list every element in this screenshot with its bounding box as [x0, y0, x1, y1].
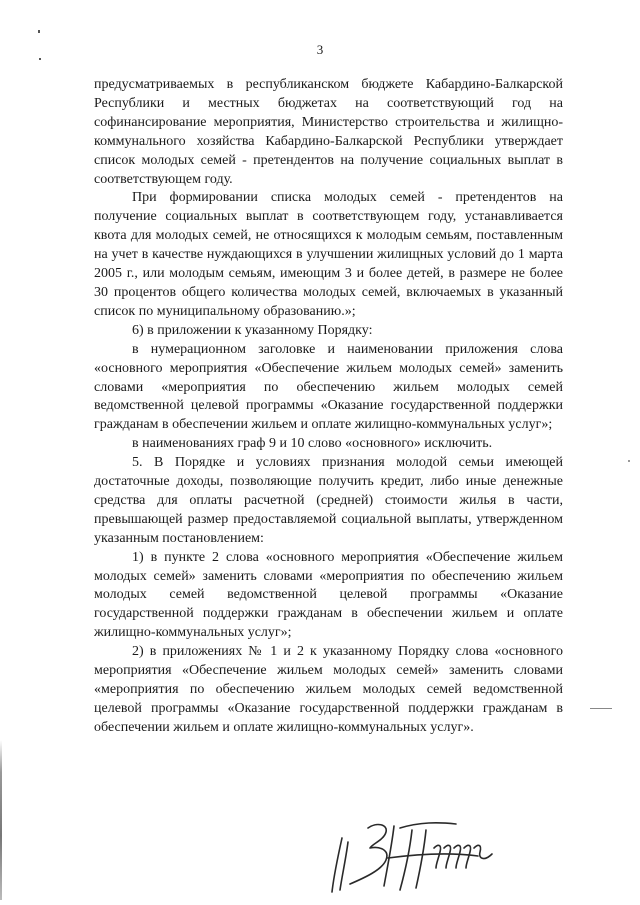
scan-speck	[628, 460, 630, 462]
paragraph: 6) в приложении к указанному Порядку:	[132, 322, 373, 338]
paragraph: предусматриваемых в республиканском бюджете Кабардино-Балкарской Республики и местных бюджетах на соответствующий год на софинансирование мероприятия, Министерство строительства и жилищно-коммунального хозяйства Кабардино-Балкарской Республики утверждает список молодых семей - претендентов на получение социальных выплат в соответствующем году.	[94, 77, 563, 187]
paragraph: в нумерационном заголовке и наименовании приложения слова «основного мероприятия «Обеспечение жильем молодых семей» заменить словами «мероприятия по обеспечению жильем молодых семей ведомственной целевой программы «Оказание государственной поддержки гражданам в обеспечении жильем и оплате жилищно-коммунальных услуг»;	[94, 341, 563, 433]
scan-speck	[590, 708, 612, 709]
document-body	[94, 76, 563, 738]
signature-image	[328, 818, 528, 898]
paragraph: в наименованиях граф 9 и 10 слово «основного» исключить.	[132, 436, 493, 452]
paragraph: 2) в приложениях № 1 и 2 к указанному Порядку слова «основного мероприятия «Обеспечение жильем молодых семей» заменить словами «мероприятия по обеспечению жильем молодых семей ведомственной целевой программы «Оказание государственной поддержки гражданам в обеспечении жильем и оплате жилищно-коммунальных услуг».	[94, 644, 563, 735]
page-number: 3	[316, 42, 324, 57]
paragraph: 5. В Порядке и условиях признания молодой семьи имеющей достаточные доходы, позволяющие получить кредит, либо иные денежные средства для оплаты расчетной (средней) стоимости жилья в части, превышающей размер предоставляемой социальной выплаты, утвержденном указанным постановлением:	[94, 455, 563, 546]
paragraph: При формировании списка молодых семей - претендентов на получение социальных выплат в соответствующем году, устанавливается квота для молодых семей, не относящихся к молодым семьям, поставленным на учет в качестве нуждающихся в улучшении жилищных условий до 1 марта 2005 г., или молодым семьям, имеющим 3 и более детей, в размере не более 30 процентов общего количества молодых семей, включаемых в указанный список по муниципальному образованию.»;	[94, 190, 563, 319]
paragraph: 1) в пункте 2 слова «основного мероприятия «Обеспечение жильем молодых семей» заменить словами «мероприятия по обеспечению жильем молодых семей ведомственной целевой программы «Оказание государственной поддержки гражданам в обеспечении жильем и оплате жилищно-коммунальных услуг»;	[94, 549, 563, 641]
scan-edge-shadow	[0, 740, 2, 900]
scan-speck	[39, 58, 41, 60]
scan-speck	[38, 30, 40, 33]
